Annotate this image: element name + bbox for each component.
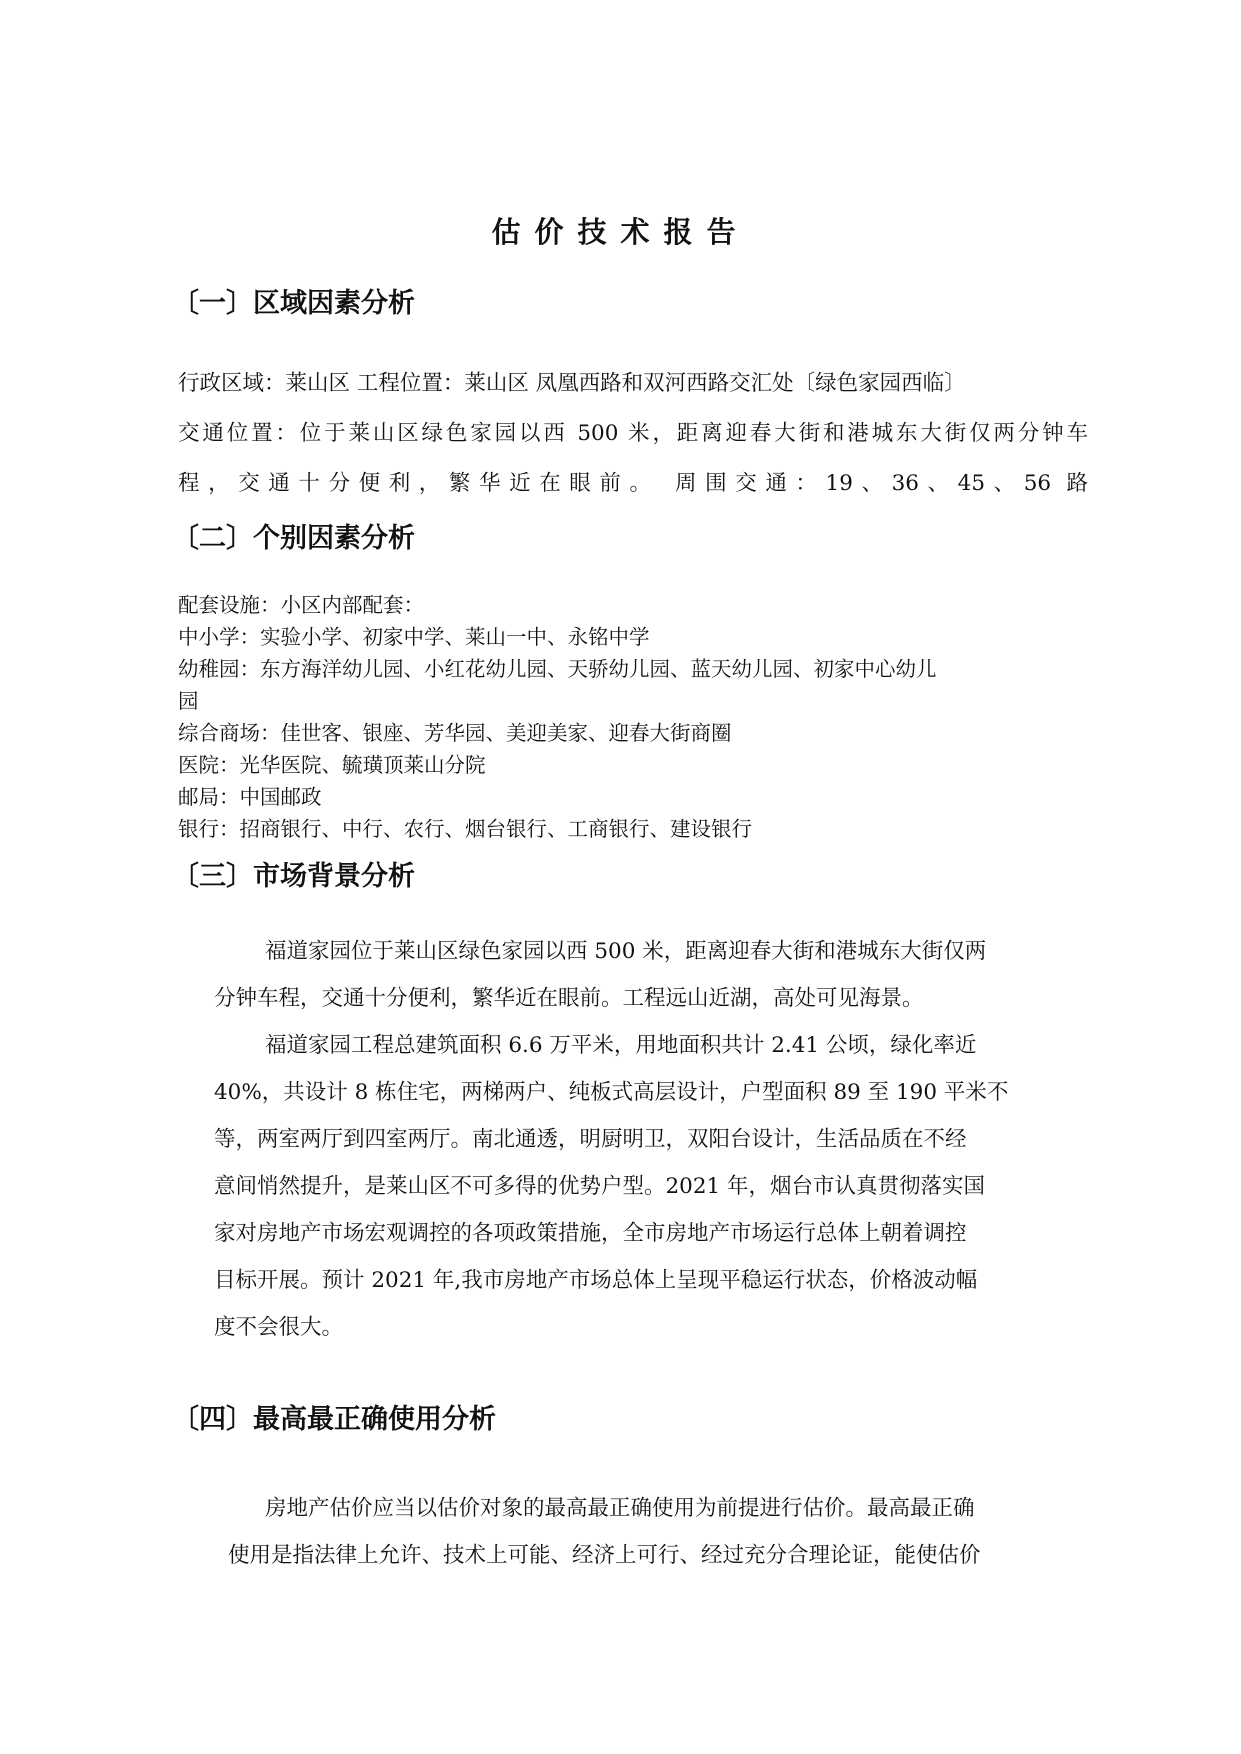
facility-line: 配套设施：小区内部配套： <box>178 593 424 617</box>
document-title: 估价技术报告 <box>491 215 750 249</box>
paragraph-line: 40%，共设计 8 栋住宅，两梯两户、纯板式高层设计，户型面积 89 至 190 平米不 <box>214 1080 1009 1105</box>
facility-line: 医院：光华医院、毓璜顶莱山分院 <box>178 753 486 777</box>
facility-line: 银行：招商银行、中行、农行、烟台银行、工商银行、建设银行 <box>178 817 752 841</box>
body-line: 交通位置：位于莱山区绿色家园以西 500 米，距离迎春大街和港城东大街仅两分钟车 <box>178 421 1088 446</box>
facility-line: 邮局：中国邮政 <box>178 785 322 809</box>
paragraph-line: 房地产估价应当以估价对象的最高最正确使用为前提进行估价。最高最正确 <box>265 1496 975 1521</box>
paragraph-line: 意间悄然提升，是莱山区不可多得的优势户型。2021 年，烟台市认真贯彻落实国 <box>214 1174 986 1199</box>
paragraph-line: 分钟车程，交通十分便利，繁华近在眼前。工程远山近湖，高处可见海景。 <box>214 986 924 1011</box>
paragraph-line: 福道家园位于莱山区绿色家园以西 500 米，距离迎春大街和港城东大街仅两 <box>265 939 987 964</box>
section-heading: 〔三〕市场背景分析 <box>172 861 415 892</box>
paragraph-line: 使用是指法律上允许、技术上可能、经济上可行、经过充分合理论证，能使估价 <box>228 1543 981 1568</box>
section-heading: 〔一〕区域因素分析 <box>172 288 415 319</box>
section-heading: 〔二〕个别因素分析 <box>172 523 415 554</box>
facility-line: 园 <box>178 689 199 713</box>
section-heading: 〔四〕最高最正确使用分析 <box>172 1404 496 1435</box>
body-line: 程，交通十分便利，繁华近在眼前。 周围交通：19、36、45、56 路 <box>178 471 1088 496</box>
paragraph-line: 目标开展。预计 2021 年,我市房地产市场总体上呈现平稳运行状态，价格波动幅 <box>214 1268 978 1293</box>
facility-line: 中小学：实验小学、初家中学、莱山一中、永铭中学 <box>178 625 650 649</box>
paragraph-line: 等，两室两厅到四室两厅。南北通透，明厨明卫，双阳台设计，生活品质在不经 <box>214 1127 967 1152</box>
paragraph-line: 家对房地产市场宏观调控的各项政策措施，全市房地产市场运行总体上朝着调控 <box>214 1221 967 1246</box>
body-line: 行政区域：莱山区 工程位置：莱山区 凤凰西路和双河西路交汇处〔绿色家园西临〕 <box>178 371 966 396</box>
facility-line: 综合商场：佳世客、银座、芳华园、美迎美家、迎春大街商圈 <box>178 721 732 745</box>
paragraph-line: 度不会很大。 <box>214 1315 344 1340</box>
paragraph-line: 福道家园工程总建筑面积 6.6 万平米，用地面积共计 2.41 公顷，绿化率近 <box>265 1033 977 1058</box>
facility-line: 幼稚园：东方海洋幼儿园、小红花幼儿园、天骄幼儿园、蓝天幼儿园、初家中心幼儿 <box>178 657 937 681</box>
